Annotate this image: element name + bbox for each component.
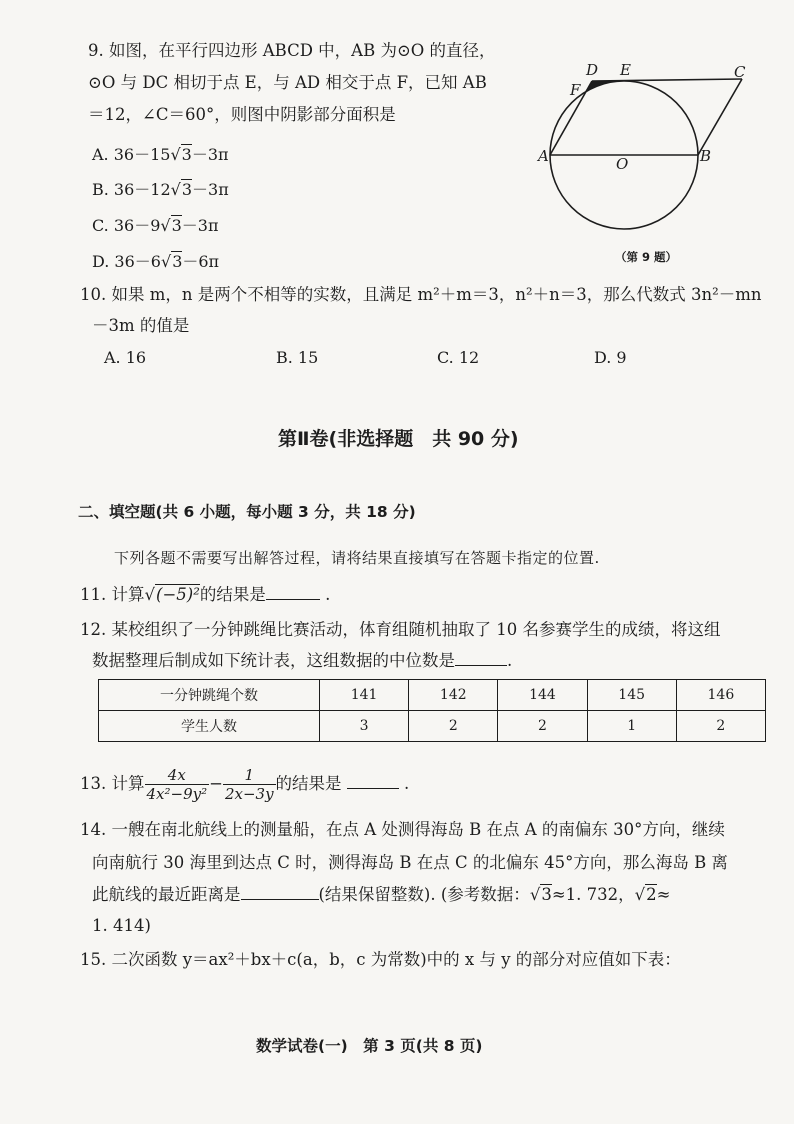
side-cb xyxy=(698,79,742,155)
sqrt-symbol: √ xyxy=(170,180,181,199)
label-f: F xyxy=(570,81,581,99)
q9-option-d: D. 36－6√3－6π xyxy=(92,252,220,271)
label-a: A xyxy=(538,147,549,165)
sqrt-symbol: √ xyxy=(160,216,171,235)
q14-answer-blank xyxy=(241,883,319,900)
sqrt-symbol: √ xyxy=(144,585,156,604)
table-cell: 1 xyxy=(587,711,676,742)
sqrt-symbol: √ xyxy=(170,145,181,164)
q10-option-b: B. 15 xyxy=(276,348,319,367)
q12-answer-blank xyxy=(455,649,507,666)
table-cell: 2 xyxy=(676,711,765,742)
sqrt-symbol: √ xyxy=(529,885,541,904)
table-cell: 2 xyxy=(409,711,498,742)
table-cell: 3 xyxy=(320,711,409,742)
table-header-students: 学生人数 xyxy=(99,711,320,742)
side-dc xyxy=(592,79,742,81)
q9-option-b: B. 36－12√3－3π xyxy=(92,180,229,199)
q13: 13. 计算 $\frac{4x}{\text{4x²−9y²}}$ − $\frac{1}{2x-3y}$ 的结果是 . xyxy=(80,766,410,803)
jump-rope-table xyxy=(98,679,766,742)
q12-line2: 数据整理后制成如下统计表，这组数据的中位数是 . xyxy=(92,651,513,670)
label-c: C xyxy=(734,63,746,81)
q10-option-c: C. 12 xyxy=(437,348,480,367)
q9-figure xyxy=(520,55,770,265)
q13-answer-blank xyxy=(347,772,399,789)
q9-option-c: C. 36－9√3－3π xyxy=(92,216,219,235)
table-cell: 144 xyxy=(498,680,587,711)
q14-line4: 1. 414) xyxy=(92,916,151,935)
q9-figure-caption: （第 9 题） xyxy=(615,250,678,264)
table-cell: 145 xyxy=(587,680,676,711)
table-row xyxy=(99,680,766,711)
q15-line1: 15. 二次函数 y＝ax²＋bx＋c(a，b，c 为常数)中的 x 与 y 的部分对应值如下表： xyxy=(80,950,681,969)
q10-line2: －3m 的值是 xyxy=(92,316,190,335)
table-cell: 141 xyxy=(320,680,409,711)
q9-option-a: A. 36－15√3－3π xyxy=(92,145,229,164)
sqrt-symbol: √ xyxy=(634,885,646,904)
page-footer: 数学试卷(一) 第 3 页(共 8 页) xyxy=(256,1037,483,1055)
q10-line1: 10. 如果 m，n 是两个不相等的实数，且满足 m²＋m＝3，n²＋n＝3，那么代数式 3n²－mn xyxy=(80,285,762,304)
table-cell: 142 xyxy=(409,680,498,711)
label-e: E xyxy=(620,61,631,79)
q9-line2: ⊙O 与 DC 相切于点 E，与 AD 相交于点 F，已知 AB xyxy=(88,73,487,92)
q9-line3: ＝12，∠C＝60°，则图中阴影部分面积是 xyxy=(88,105,396,124)
q14-line3: 此航线的最近距离是 (结果保留整数). (参考数据：√3≈1. 732，√2≈ xyxy=(92,885,671,904)
label-b: B xyxy=(700,147,712,165)
q11-answer-blank xyxy=(266,583,320,600)
table-cell: 146 xyxy=(676,680,765,711)
table-header-count: 一分钟跳绳个数 xyxy=(99,680,320,711)
label-d: D xyxy=(586,61,599,79)
q10-option-a: A. 16 xyxy=(104,348,147,367)
q10-option-d: D. 9 xyxy=(594,348,627,367)
q11: 11. 计算√(−5)²的结果是 . xyxy=(80,585,331,604)
fraction-2: $\frac{1}{2x-3y}$ xyxy=(224,766,274,803)
fraction-1: $\frac{4x}{\text{4x²−9y²}}$ xyxy=(146,766,208,803)
q14-line2: 向南航行 30 海里到达点 C 时，测得海岛 B 在点 C 的北偏东 45°方向，那么海岛 B 离 xyxy=(92,853,728,872)
section-fill-in-title: 二、填空题(共 6 小题，每小题 3 分，共 18 分) xyxy=(78,503,416,521)
table-row xyxy=(99,711,766,742)
q9-line1: 9. 如图，在平行四边形 ABCD 中，AB 为⊙O 的直径， xyxy=(88,41,496,60)
section-instruction: 下列各题不需要写出解答过程，请将结果直接填写在答题卡指定的位置. xyxy=(114,549,600,567)
label-o: O xyxy=(616,155,629,173)
sqrt-symbol: √ xyxy=(160,252,172,271)
q14-line1: 14. 一艘在南北航线上的测量船，在点 A 处测得海岛 B 在点 A 的南偏东 30°方向，继续 xyxy=(80,820,725,839)
q12-line1: 12. 某校组织了一分钟跳绳比赛活动，体育组随机抽取了 10 名参赛学生的成绩，将这组 xyxy=(80,620,721,639)
table-cell: 2 xyxy=(498,711,587,742)
part2-title: 第Ⅱ卷(非选择题 共 90 分) xyxy=(278,428,519,450)
